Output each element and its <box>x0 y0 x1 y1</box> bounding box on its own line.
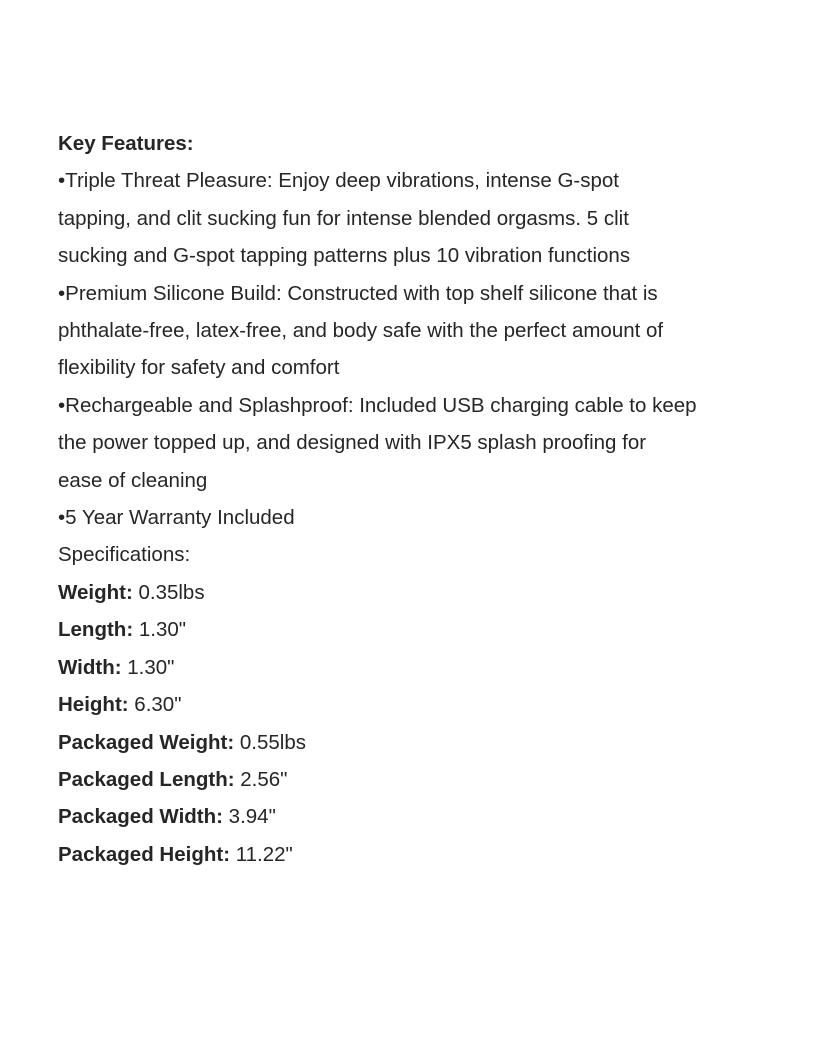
spec-label: Packaged Weight: <box>58 730 235 754</box>
spec-value: 0.35lbs <box>132 580 205 604</box>
spec-value: 6.30" <box>128 693 182 717</box>
spec-value: 2.56" <box>234 767 288 791</box>
spec-label: Length: <box>58 618 134 642</box>
spec-value: 11.22" <box>230 842 293 866</box>
feature-line: •Rechargeable and Splashproof: Included USB charging cable to keep <box>58 393 697 417</box>
feature-line: •Triple Threat Pleasure: Enjoy deep vibrations, intense G-spot <box>58 169 619 193</box>
spec-row-packaged-height <box>58 836 758 873</box>
spec-label: Packaged Length: <box>58 767 235 791</box>
feature-line: flexibility for safety and comfort <box>58 356 340 380</box>
feature-line: •5 Year Warranty Included <box>58 506 295 530</box>
spec-row-width <box>58 649 758 686</box>
spec-row-height <box>58 686 758 723</box>
spec-label: Width: <box>58 655 122 679</box>
spec-label: Weight: <box>58 580 133 604</box>
spec-label: Height: <box>58 693 129 717</box>
feature-item <box>58 275 758 387</box>
feature-line: sucking and G-spot tapping patterns plus 10 vibration functions <box>58 244 631 268</box>
feature-line: the power topped up, and designed with IPX5 splash proofing for <box>58 431 647 455</box>
spec-row-packaged-weight <box>58 724 758 761</box>
spec-row-packaged-length <box>58 761 758 798</box>
spec-value: 0.55lbs <box>234 730 307 754</box>
spec-row-packaged-width <box>58 798 758 835</box>
feature-item <box>58 387 758 499</box>
spec-row-length <box>58 611 758 648</box>
spec-label: Packaged Height: <box>58 842 231 866</box>
spec-row-weight <box>58 574 758 611</box>
key-features-heading: Key Features: <box>58 132 194 155</box>
spec-value: 1.30" <box>133 618 187 642</box>
feature-line: •Premium Silicone Build: Constructed with top shelf silicone that is <box>58 281 658 305</box>
feature-line: tapping, and clit sucking fun for intense blended orgasms. 5 clit <box>58 206 629 230</box>
feature-line: phthalate-free, latex-free, and body safe with the perfect amount of <box>58 319 664 343</box>
specifications-title: Specifications: <box>58 543 191 567</box>
feature-line: ease of cleaning <box>58 468 208 492</box>
spec-value: 3.94" <box>222 805 276 829</box>
spec-value: 1.30" <box>121 655 175 679</box>
spec-label: Packaged Width: <box>58 805 223 829</box>
feature-item <box>58 162 758 274</box>
document-body <box>58 125 758 873</box>
feature-item <box>58 499 758 536</box>
